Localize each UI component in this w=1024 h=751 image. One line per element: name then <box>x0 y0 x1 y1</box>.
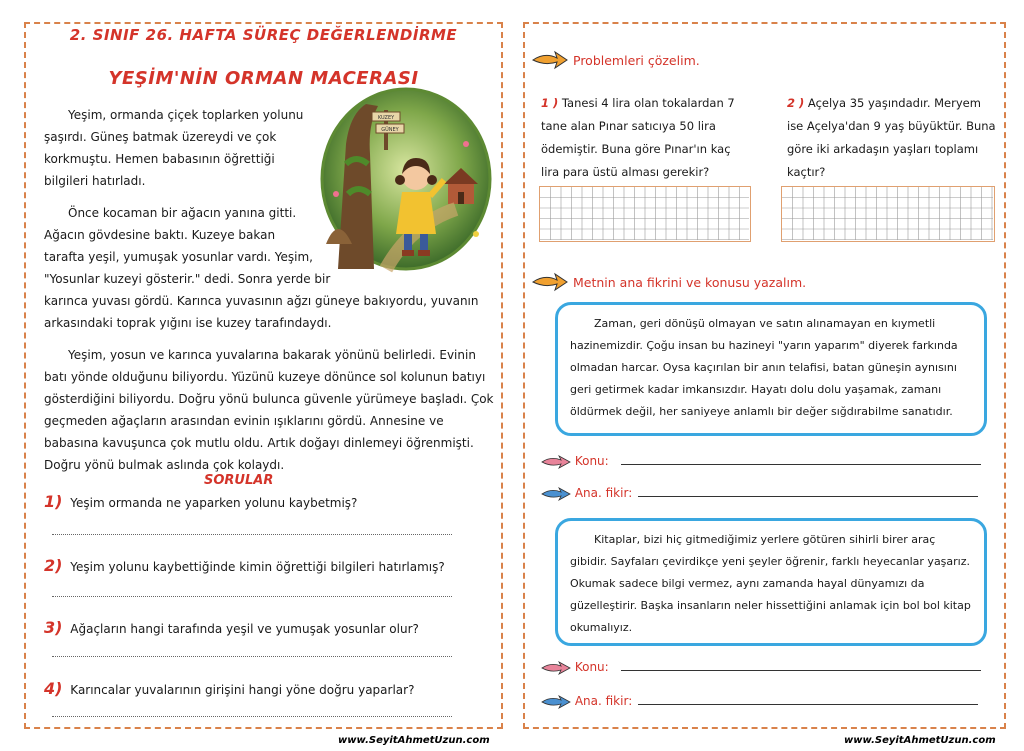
question-3 <box>44 618 419 637</box>
story-paragraph-2 <box>44 202 479 334</box>
text-line: olmadan harcar. Oysa kaçırılan bir anın telafisi, batan güneşin aynısını <box>570 361 957 374</box>
text-line: hazinemizdir. Çoğu insan bu hazineyi "yarın yaparım" diyerek farkında <box>570 339 958 352</box>
sign-north-label: KUZEY <box>377 115 395 121</box>
story-line: Ağacın gövdesine baktı. Kuzeye bakan <box>44 228 276 242</box>
right-worksheet-page <box>523 22 1006 729</box>
text-line: geri getirmek kadar imkansızdır. Hayatı dolu dolu yaşamak, zamanı <box>570 383 942 396</box>
story-line: bilgileri hatırladı. <box>44 174 146 188</box>
problem-1 <box>541 92 735 184</box>
blue-arrow-icon <box>541 695 571 709</box>
story-line: Doğru yönü bulmak aslında çok kolaydı. <box>44 458 285 472</box>
problem-2-answer-grid[interactable] <box>781 186 995 242</box>
problems-heading: Problemleri çözelim. <box>573 53 700 68</box>
text-line: güzelleştirir. Başka insanların neler hissettiğini anlamak için bol bol kitap <box>570 599 971 612</box>
story-paragraph-3 <box>44 344 494 476</box>
question-number: 2) <box>44 556 63 575</box>
question-text: Karıncalar yuvalarının girişini hangi yöne doğru yaparlar? <box>70 683 415 697</box>
worksheet-title: 2. SINIF 26. HAFTA SÜREÇ DEĞERLENDİRME <box>69 26 458 44</box>
main-idea-answer-line[interactable] <box>638 496 978 497</box>
questions-heading: SORULAR <box>204 473 274 488</box>
story-line: şaşırdı. Güneş batmak üzereydi ve çok <box>44 130 277 144</box>
pink-arrow-icon <box>541 455 571 469</box>
text-line: Okumak sadece bilgi vermez, aynı zamanda hayal dünyamızı da <box>570 577 925 590</box>
topic-field-1[interactable] <box>541 454 981 469</box>
problem-line: Tanesi 4 lira olan tokalardan 7 <box>561 96 735 110</box>
story-line: babasına kavuşunca çok mutlu oldu. Artık doğayı dinlemeyi öğrenmişti. <box>44 436 474 450</box>
reading-text-box-1 <box>555 302 987 436</box>
answer-line-3[interactable] <box>52 656 452 657</box>
main-idea-field-2[interactable] <box>541 694 978 709</box>
blue-arrow-icon <box>541 487 571 501</box>
text-line: okumalıyız. <box>570 621 633 634</box>
main-idea-field-1[interactable] <box>541 486 978 501</box>
text-line: Kitaplar, bizi hiç gitmediğimiz yerlere götüren sihirli birer araç <box>594 533 936 546</box>
topic-answer-line[interactable] <box>621 464 981 465</box>
story-line: Yeşim, yosun ve karınca yuvalarına bakarak yönünü belirledi. Evinin <box>68 348 476 362</box>
story-line: batı yönde olduğunu biliyordu. Yüzünü kuzeye dönünce sol kolunun batıyı <box>44 370 486 384</box>
left-worksheet-page <box>24 22 503 729</box>
right-footer-website: www.SeyitAhmetUzun.com <box>844 735 996 746</box>
problem-line: göre iki arkadaşın yaşları toplamı <box>787 142 979 156</box>
question-number: 3) <box>44 618 63 637</box>
story-title: YEŞİM'NİN ORMAN MACERASI <box>108 68 419 89</box>
question-text: Yeşim ormanda ne yaparken yolunu kaybetmiş? <box>70 496 358 510</box>
problem-number: 2 ) <box>787 96 805 110</box>
answer-line-2[interactable] <box>52 596 452 597</box>
story-line: karınca yuvası gördü. Karınca yuvasının ağzı güneye bakıyordu, yuvanın <box>44 294 479 308</box>
main-idea-label: Ana. fikir: <box>574 694 633 708</box>
main-idea-label: Ana. fikir: <box>574 486 633 500</box>
story-line: korkmuştu. Hemen babasının öğrettiği <box>44 152 275 166</box>
topic-label: Konu: <box>574 660 609 674</box>
problem-number: 1 ) <box>541 96 559 110</box>
question-2 <box>44 556 445 575</box>
reading-text-box-2 <box>555 518 987 646</box>
story-line: arkasındaki toprak yığını ise kuzey tarafındaydı. <box>44 316 332 330</box>
story-line: Yeşim, ormanda çiçek toplarken yolunu <box>68 108 304 122</box>
story-line: "Yosunlar kuzeyi gösterir." dedi. Sonra yerde bir <box>44 272 331 286</box>
problem-line: ödemiştir. Buna göre Pınar'ın kaç <box>541 142 731 156</box>
topic-answer-line[interactable] <box>621 670 981 671</box>
orange-arrow-icon <box>531 272 569 292</box>
question-text: Yeşim yolunu kaybettiğinde kimin öğrettiği bilgileri hatırlamış? <box>70 560 445 574</box>
main-idea-answer-line[interactable] <box>638 704 978 705</box>
text-line: öldürmek değil, her saniyeye anlamlı bir değer sığdırabilme sanatıdır. <box>570 405 953 418</box>
pink-arrow-icon <box>541 661 571 675</box>
story-paragraph-1 <box>44 104 303 192</box>
story-line: geçmeden ağaçların arasından evinin ışıklarını gördü. Annesine ve <box>44 414 444 428</box>
problem-2 <box>787 92 996 184</box>
answer-line-1[interactable] <box>52 534 452 535</box>
text-line: gibidir. Sayfaları çevirdikçe yeni şeyler öğrenir, farklı heyecanlar yaşarız. <box>570 555 971 568</box>
question-4 <box>44 679 414 698</box>
answer-line-4[interactable] <box>52 716 452 717</box>
problem-line: kaçtır? <box>787 165 826 179</box>
problem-line: ise Açelya'dan 9 yaş büyüktür. Buna <box>787 119 996 133</box>
question-number: 4) <box>44 679 63 698</box>
question-text: Ağaçların hangi tarafında yeşil ve yumuşak yosunlar olur? <box>70 622 419 636</box>
problem-1-answer-grid[interactable] <box>539 186 751 242</box>
problem-line: Açelya 35 yaşındadır. Meryem <box>807 96 981 110</box>
problem-line: lira para üstü alması gerekir? <box>541 165 710 179</box>
question-1 <box>44 492 357 511</box>
left-footer-website: www.SeyitAhmetUzun.com <box>338 735 490 746</box>
orange-arrow-icon <box>531 50 569 70</box>
story-line: Önce kocaman bir ağacın yanına gitti. <box>68 206 297 220</box>
text-line: Zaman, geri dönüşü olmayan ve satın alınamayan en kıymetli <box>594 317 936 330</box>
topic-label: Konu: <box>574 454 609 468</box>
main-idea-heading: Metnin ana fikrini ve konusu yazalım. <box>573 275 807 290</box>
question-number: 1) <box>44 492 63 511</box>
story-line: tarafta yeşil, yumuşak yosunlar vardı. Yeşim, <box>44 250 313 264</box>
topic-field-2[interactable] <box>541 660 981 675</box>
story-line: gösterdiğini biliyordu. Doğru yönü bulunca güvenle yürümeye başladı. Çok <box>44 392 494 406</box>
sign-south-label: GÜNEY <box>381 127 399 133</box>
problem-line: tane alan Pınar satıcıya 50 lira <box>541 119 716 133</box>
